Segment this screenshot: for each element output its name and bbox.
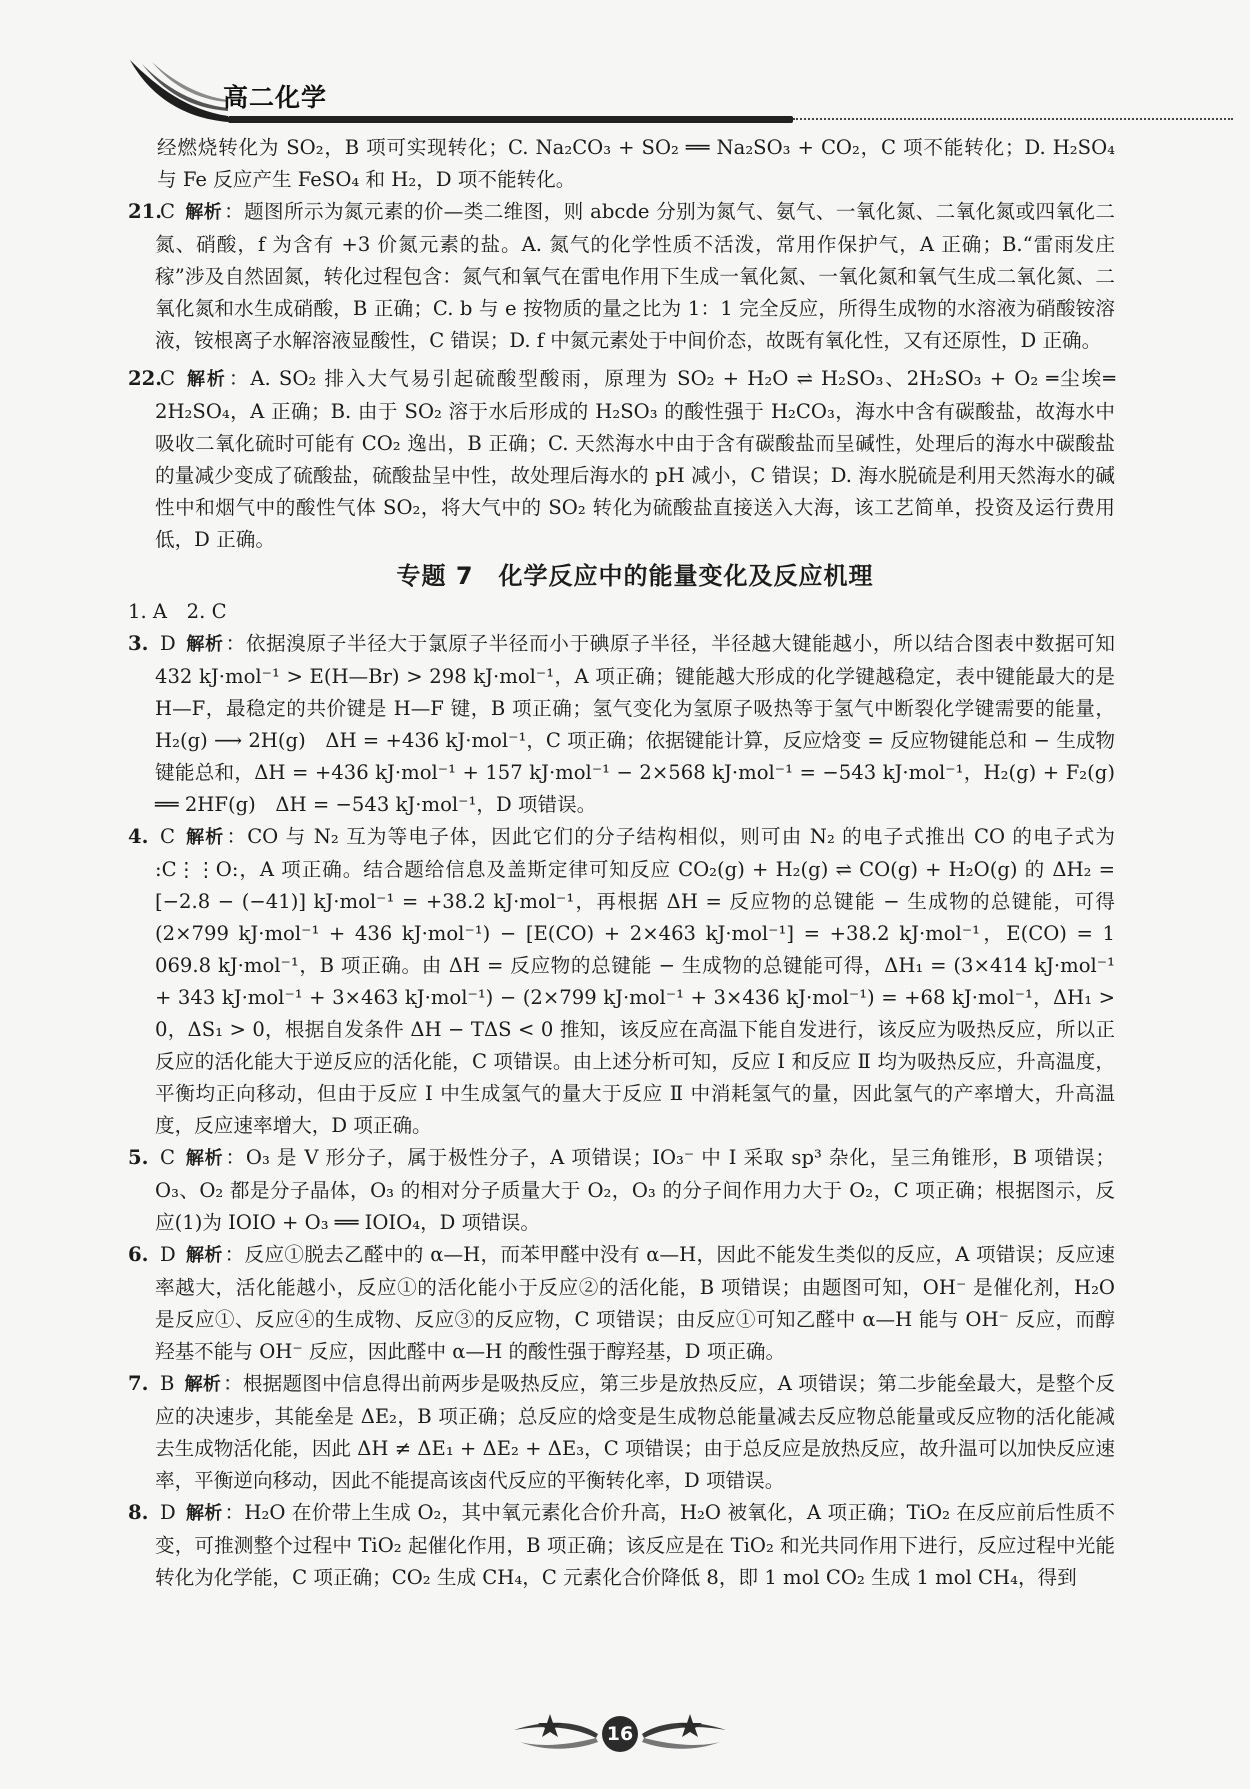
header-dotted-line	[793, 118, 1233, 120]
analysis-text: ：根据题图中信息得出前两步是吸热反应，第三步是放热反应，A 项错误；第二步能垒最大，是整个反应的决速步，其能垒是 ΔE₂，B 项正确；总反应的焓变是生成物总能量减去反应物总能量或反应物的活化能减去生成物活化能，因此 ΔH ≠ ΔE₁ + ΔE₂ + ΔE₃，C 项错误；由于总反应是放热反应，故升温可以加快反应速率，平衡逆向移动，因此不能提高该卤代反应的平衡转化率，D 项错误。	[155, 1372, 1115, 1492]
analysis-text: ：O₃ 是 V 形分子，属于极性分子，A 项错误；IO₃⁻ 中 I 采取 sp³ 杂化，呈三角锥形，B 项错误；O₃、O₂ 都是分子晶体，O₃ 的相对分子质量大于 O₂，O₃ 的分子间作用力大于 O₂，C 项正确；根据图示，反应(1)为 IOIO + O₃ ══ IOIO₄，D 项错误。	[155, 1146, 1116, 1234]
analysis-label: 解析	[185, 202, 223, 223]
questions-1-2	[128, 596, 1115, 628]
question-number: 21.	[128, 200, 163, 223]
analysis-label: 解析	[185, 369, 227, 390]
analysis-text: ：反应①脱去乙醛中的 α—H，而苯甲醛中没有 α—H，因此不能发生类似的反应，A 项错误；反应速率越大，活化能越小，反应①的活化能小于反应②的活化能，B 项错误；由题图可知，OH⁻ 是催化剂，H₂O 是反应①、反应④的生成物、反应③的反应物，C 项错误；由反应①可知乙醛中 α—H 能与 OH⁻ 反应，而醇羟基不能与 OH⁻ 反应，因此醛中 α—H 的酸性强于醇羟基，D 项正确。	[155, 1243, 1115, 1363]
question-6	[128, 1239, 1115, 1368]
analysis-label: 解析	[184, 1374, 222, 1395]
header-title: 高二化学	[223, 83, 328, 112]
short-answers: 1. A 2. C	[128, 600, 227, 623]
question-number: 4.	[128, 825, 149, 848]
analysis-text: ：H₂O 在价带上生成 O₂，其中氧元素化合价升高，H₂O 被氧化，A 项正确；TiO₂ 在反应前后性质不变，可推测整个过程中 TiO₂ 起催化作用，B 项正确；该反应是在 TiO₂ 和光共同作用下进行，反应过程中光能转化为化学能，C 项正确；CO₂ 生成 CH₄，C 元素化合价降低 8，即 1 mol CO₂ 生成 1 mol CH₄，得到	[155, 1501, 1115, 1589]
question-answer: C	[160, 1146, 175, 1169]
analysis-text: ：A. SO₂ 排入大气易引起硫酸型酸雨，原理为 SO₂ + H₂O ⇌ H₂SO₃、2H₂SO₃ + O₂ ═尘埃═ 2H₂SO₄，A 正确；B. 由于 SO₂ 溶于水后形成的 H₂SO₃ 的酸性强于 H₂CO₃，海水中含有碳酸盐，故海水中吸收二氧化硫时可能有 CO₂ 逸出，B 正确；C. 天然海水中由于含有碳酸盐而呈碱性，处理后的海水中碳酸盐的量减少变成了硫酸盐，硫酸盐呈中性，故处理后海水的 pH 减小，C 错误；D. 海水脱硫是利用天然海水的碱性中和烟气中的酸性气体 SO₂，将大气中的 SO₂ 转化为硫酸盐直接送入大海，该工艺简单，投资及运行费用低，D 正确。	[155, 367, 1115, 551]
right-star-ornament-icon	[640, 1708, 730, 1758]
question-answer: C	[160, 367, 175, 390]
question-answer: D	[160, 1501, 176, 1524]
analysis-text: ：CO 与 N₂ 互为等电子体，因此它们的分子结构相似，则可由 N₂ 的电子式推出 CO 的电子式为 :C⋮⋮O:，A 项正确。结合题给信息及盖斯定律可知反应 CO₂(g) + H₂(g) ⇌ CO(g) + H₂O(g) 的 ΔH₂ = [−2.8 − (−41)] kJ·mol⁻¹ = +38.2 kJ·mol⁻¹，再根据 ΔH = 反应物的总键能 − 生成物的总键能，可得(2×799 kJ·mol⁻¹ + 436 kJ·mol⁻¹) − [E(CO) + 2×463 kJ·mol⁻¹] = +38.2 kJ·mol⁻¹，E(CO) = 1 069.8 kJ·mol⁻¹，B 项正确。由 ΔH = 反应物的总键能 − 生成物的总键能可得，ΔH₁ = (3×414 kJ·mol⁻¹ + 343 kJ·mol⁻¹ + 3×463 kJ·mol⁻¹) − (2×799 kJ·mol⁻¹ + 3×436 kJ·mol⁻¹) = +68 kJ·mol⁻¹，ΔH₁ > 0，ΔS₁ > 0，根据自发条件 ΔH − TΔS < 0 推知，该反应在高温下能自发进行，该反应为吸热反应，所以正反应的活化能大于逆反应的活化能，C 项错误。由上述分析可知，反应 Ⅰ 和反应 Ⅱ 均为吸热反应，升高温度，平衡均正向移动，但由于反应 Ⅰ 中生成氢气的量大于反应 Ⅱ 中消耗氢气的量，因此氢气的产率增大，升高温度，反应速率增大，D 项正确。	[155, 825, 1115, 1137]
analysis-label: 解析	[185, 1503, 223, 1524]
question-answer: D	[160, 632, 176, 655]
page-header	[128, 58, 1118, 128]
question-answer: B	[160, 1372, 175, 1395]
question-5	[128, 1142, 1116, 1239]
header-rule	[228, 116, 793, 123]
analysis-label: 解析	[185, 1148, 224, 1169]
question-number: 6.	[128, 1243, 149, 1266]
left-star-ornament-icon	[510, 1708, 600, 1758]
question-number: 7.	[128, 1372, 149, 1395]
question-answer: C	[160, 200, 175, 223]
question-4	[128, 821, 1115, 1142]
analysis-text: ：题图所示为氮元素的价—类二维图，则 abcde 分别为氮气、氨气、一氧化氮、二氧化氮或四氧化二氮、硝酸，f 为含有 +3 价氮元素的盐。A. 氮气的化学性质不活泼，常用作保护气，A 正确；B.“雷雨发庄稼”涉及自然固氮，转化过程包含：氮气和氧气在雷电作用下生成一氧化氮、一氧化氮和氧气生成二氧化氮、二氧化氮和水生成硝酸，B 正确；C. b 与 e 按物质的量之比为 1：1 完全反应，所得生成物的水溶液为硝酸铵溶液，铵根离子水解溶液显酸性，C 错误；D. f 中氮元素处于中间价态，故既有氧化性，又有还原性，D 正确。	[155, 200, 1115, 352]
question-3	[128, 628, 1116, 821]
page-number: 16	[602, 1716, 638, 1752]
question-22	[128, 363, 1115, 556]
question-8	[128, 1497, 1115, 1594]
question-number: 22.	[128, 367, 163, 390]
analysis-text: ：依据溴原子半径大于氯原子半径而小于碘原子半径，半径越大键能越小，所以结合图表中数据可知 432 kJ·mol⁻¹ > E(H—Br) > 298 kJ·mol⁻¹，A 项正确；键能越大形成的化学键越稳定，表中键能最大的是 H—F，最稳定的共价键是 H—F 键，B 项正确；氢气变化为氢原子吸热等于氢气中断裂化学键需要的能量，H₂(g) ⟶ 2H(g) ΔH = +436 kJ·mol⁻¹，C 项正确；依据键能计算，反应焓变 = 反应物键能总和 − 生成物键能总和，ΔH = +436 kJ·mol⁻¹ + 157 kJ·mol⁻¹ − 2×568 kJ·mol⁻¹ = −543 kJ·mol⁻¹，H₂(g) + F₂(g) ══ 2HF(g) ΔH = −543 kJ·mol⁻¹，D 项错误。	[155, 632, 1116, 816]
question-answer: C	[160, 825, 175, 848]
question-21	[128, 196, 1115, 357]
page-footer	[510, 1708, 750, 1758]
question-number: 5.	[128, 1146, 149, 1169]
analysis-label: 解析	[185, 827, 225, 848]
section-title: 专题 7 化学反应中的能量变化及反应机理	[396, 562, 874, 590]
question-number: 3.	[128, 632, 149, 655]
question-answer: D	[160, 1243, 176, 1266]
answer-content	[128, 132, 1116, 1594]
analysis-label: 解析	[185, 634, 224, 655]
analysis-label: 解析	[185, 1245, 223, 1266]
continued-paragraph: 经燃烧转化为 SO₂，B 项可实现转化；C. Na₂CO₃ + SO₂ ══ Na₂SO₃ + CO₂，C 项不能转化；D. H₂SO₄ 与 Fe 反应产生 FeSO₄ 和 H₂，D 项不能转化。	[157, 136, 1115, 191]
question-7	[128, 1368, 1115, 1497]
question-number: 8.	[128, 1501, 149, 1524]
